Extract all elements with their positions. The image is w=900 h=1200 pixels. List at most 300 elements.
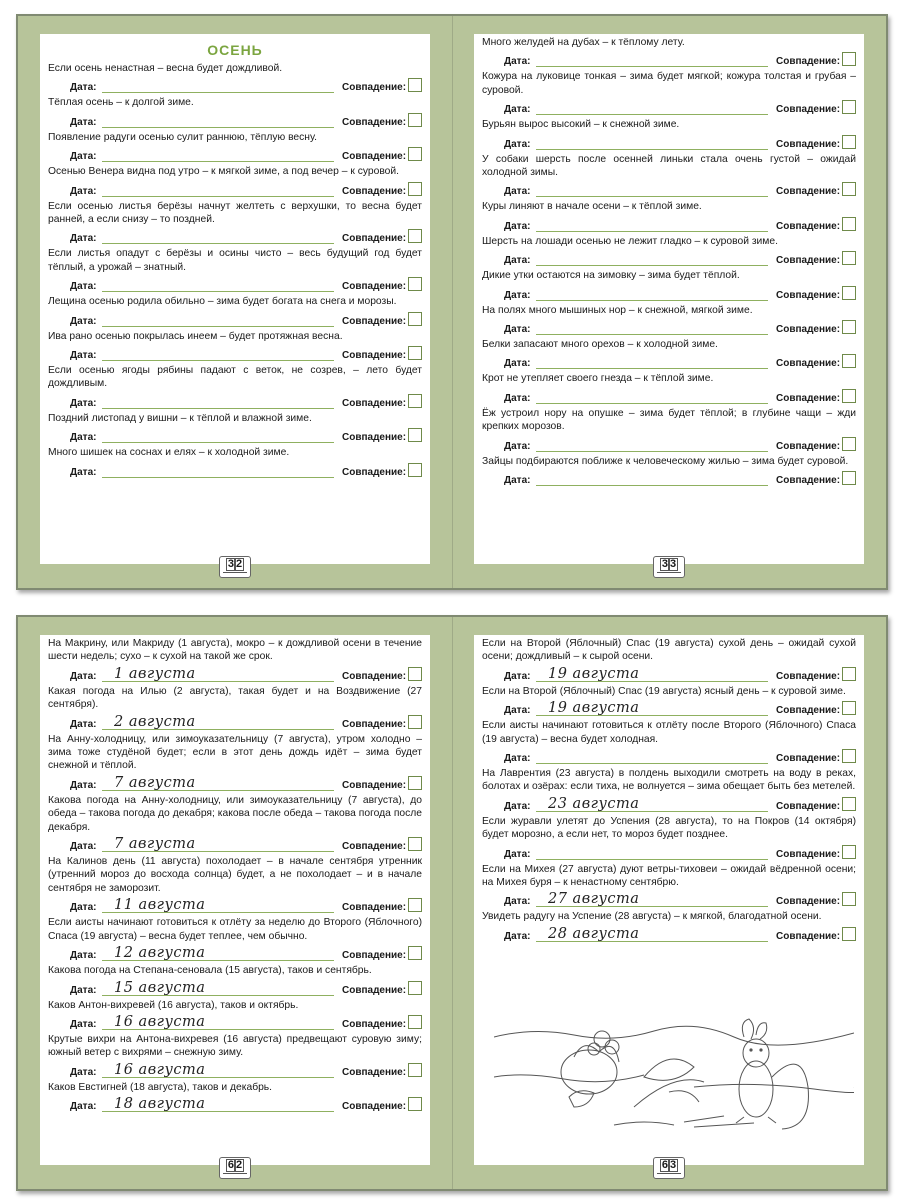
date-field[interactable] bbox=[536, 318, 768, 335]
record-row bbox=[482, 351, 856, 369]
sign-text: Если листья опадут с берёзы и осины чисто – весь будущий год будет тёплый, а урожай – знатный. bbox=[48, 248, 422, 273]
match-label: Совпадение: bbox=[776, 392, 841, 404]
match-checkbox[interactable] bbox=[842, 286, 856, 300]
sign-text: На полях много мышиных нор – к снежной, мягкой зиме. bbox=[482, 304, 753, 316]
sign-text: Кожура на луковице тонкая – зима будет мягкой; кожура толстая и грубая – суровой. bbox=[482, 71, 856, 96]
record-row bbox=[48, 110, 422, 128]
record-row bbox=[482, 214, 856, 232]
date-label: Дата: bbox=[70, 185, 97, 197]
date-label: Дата: bbox=[504, 896, 531, 908]
date-field[interactable] bbox=[536, 98, 768, 115]
date-field[interactable] bbox=[102, 344, 334, 361]
date-label: Дата: bbox=[70, 670, 97, 682]
record-row bbox=[48, 978, 422, 996]
date-label: Дата: bbox=[504, 255, 531, 267]
date-field[interactable] bbox=[536, 843, 768, 860]
match-label: Совпадение: bbox=[776, 104, 841, 116]
page-number bbox=[653, 1157, 685, 1179]
match-checkbox[interactable] bbox=[842, 892, 856, 906]
date-label: Дата: bbox=[70, 350, 97, 362]
sign-entry bbox=[48, 637, 422, 682]
handwritten-date: 12 августа bbox=[114, 945, 206, 962]
sign-text: Шерсть на лошади осенью не лежит гладко – к суровой зиме. bbox=[482, 235, 778, 247]
date-field[interactable] bbox=[102, 979, 334, 996]
sign-text: Какова погода на Анну-холодницу, или зимоуказательницу (7 августа), до обеда – такова погода до декабря; какова после обеда – такова погода после декабря. bbox=[48, 794, 422, 833]
handwritten-date: 23 августа bbox=[548, 795, 640, 812]
match-checkbox[interactable] bbox=[842, 667, 856, 681]
page-number-digit: 3 bbox=[670, 1159, 677, 1171]
date-field[interactable] bbox=[536, 180, 768, 197]
date-field[interactable] bbox=[536, 469, 768, 486]
match-checkbox[interactable] bbox=[408, 667, 422, 681]
sign-entry bbox=[48, 200, 422, 245]
sign-text: На Лаврентия (23 августа) в полдень выходили смотреть на воду в реках, болотах и озёрах: если тиха, не волнуется – зима обещает быть без метелей. bbox=[482, 768, 856, 793]
match-checkbox[interactable] bbox=[408, 428, 422, 442]
sign-entry bbox=[482, 153, 856, 198]
match-label: Совпадение: bbox=[342, 718, 407, 730]
date-field[interactable] bbox=[536, 890, 768, 907]
sign-entry bbox=[482, 36, 856, 67]
date-field[interactable] bbox=[102, 145, 334, 162]
sign-entry bbox=[48, 330, 422, 361]
record-row bbox=[482, 49, 856, 67]
sign-entry bbox=[48, 364, 422, 409]
match-checkbox[interactable] bbox=[842, 749, 856, 763]
gutter-line bbox=[452, 617, 453, 1189]
date-label: Дата: bbox=[70, 1018, 97, 1030]
match-label: Совпадение: bbox=[342, 281, 407, 293]
date-label: Дата: bbox=[70, 315, 97, 327]
match-checkbox[interactable] bbox=[842, 217, 856, 231]
match-checkbox[interactable] bbox=[842, 354, 856, 368]
sign-entry bbox=[482, 70, 856, 115]
match-checkbox[interactable] bbox=[408, 1097, 422, 1111]
page-content bbox=[48, 36, 422, 481]
sign-entry bbox=[482, 407, 856, 452]
match-label: Совпадение: bbox=[342, 1066, 407, 1078]
match-label: Совпадение: bbox=[342, 185, 407, 197]
match-checkbox[interactable] bbox=[408, 837, 422, 851]
sign-text: Ёж устроил нору на опушке – зима будет тёплой; в глубине чащи – жди крепких морозов. bbox=[482, 407, 856, 433]
match-checkbox[interactable] bbox=[842, 100, 856, 114]
date-field[interactable] bbox=[536, 747, 768, 764]
match-label: Совпадение: bbox=[776, 220, 841, 232]
date-field[interactable] bbox=[536, 795, 768, 812]
match-checkbox[interactable] bbox=[842, 797, 856, 811]
match-checkbox[interactable] bbox=[408, 946, 422, 960]
date-label: Дата: bbox=[70, 116, 97, 128]
match-label: Совпадение: bbox=[776, 358, 841, 370]
match-checkbox[interactable] bbox=[408, 1015, 422, 1029]
date-label: Дата: bbox=[70, 1066, 97, 1078]
sign-entry bbox=[48, 855, 422, 913]
record-row bbox=[48, 773, 422, 791]
sign-entry bbox=[48, 295, 422, 326]
match-label: Совпадение: bbox=[776, 440, 841, 452]
record-row bbox=[48, 226, 422, 244]
sign-text: Если на Второй (Яблочный) Спас (19 августа) сухой день – ожидай сухой осени; дождливый – к сырой осени. bbox=[482, 638, 856, 663]
match-checkbox[interactable] bbox=[842, 845, 856, 859]
match-label: Совпадение: bbox=[342, 841, 407, 853]
handwritten-date: 2 августа bbox=[114, 713, 196, 730]
date-label: Дата: bbox=[504, 800, 531, 812]
date-label: Дата: bbox=[70, 432, 97, 444]
handwritten-date: 15 августа bbox=[114, 979, 206, 996]
match-label: Совпадение: bbox=[776, 848, 841, 860]
match-label: Совпадение: bbox=[342, 315, 407, 327]
match-checkbox[interactable] bbox=[842, 471, 856, 485]
record-row bbox=[48, 343, 422, 361]
match-label: Совпадение: bbox=[342, 1018, 407, 1030]
sign-entry bbox=[48, 62, 422, 93]
match-checkbox[interactable] bbox=[408, 981, 422, 995]
date-field[interactable] bbox=[536, 215, 768, 232]
match-label: Совпадение: bbox=[342, 1101, 407, 1113]
date-label: Дата: bbox=[504, 392, 531, 404]
match-checkbox[interactable] bbox=[408, 277, 422, 291]
match-checkbox[interactable] bbox=[842, 437, 856, 451]
match-label: Совпадение: bbox=[776, 930, 841, 942]
handwritten-date: 19 августа bbox=[548, 665, 640, 682]
sign-entry bbox=[48, 1033, 422, 1078]
date-field[interactable] bbox=[102, 76, 334, 93]
match-label: Совпадение: bbox=[342, 984, 407, 996]
date-label: Дата: bbox=[70, 233, 97, 245]
date-label: Дата: bbox=[70, 779, 97, 791]
record-row bbox=[482, 794, 856, 812]
date-label: Дата: bbox=[70, 1101, 97, 1113]
spread-pages-32-33 bbox=[16, 14, 888, 590]
match-label: Совпадение: bbox=[776, 800, 841, 812]
match-label: Совпадение: bbox=[342, 233, 407, 245]
date-label: Дата: bbox=[70, 718, 97, 730]
record-row bbox=[48, 391, 422, 409]
sign-text: Много желудей на дубах – к тёплому лету. bbox=[482, 37, 685, 48]
date-field[interactable] bbox=[536, 387, 768, 404]
sign-entry bbox=[48, 733, 422, 791]
record-row bbox=[482, 698, 856, 716]
date-label: Дата: bbox=[70, 902, 97, 914]
date-field[interactable] bbox=[102, 1061, 334, 1078]
date-field[interactable] bbox=[102, 665, 334, 682]
date-label: Дата: bbox=[504, 56, 531, 68]
record-row bbox=[48, 309, 422, 327]
sign-entry bbox=[48, 916, 422, 961]
match-checkbox[interactable] bbox=[408, 229, 422, 243]
record-row bbox=[48, 425, 422, 443]
match-checkbox[interactable] bbox=[408, 346, 422, 360]
sign-entry bbox=[482, 767, 856, 812]
date-field[interactable] bbox=[102, 310, 334, 327]
date-label: Дата: bbox=[504, 848, 531, 860]
sign-text: Если осенью ягоды рябины падают с веток, не созрев, – лето будет дождливым. bbox=[48, 365, 422, 390]
match-label: Совпадение: bbox=[342, 397, 407, 409]
date-field[interactable] bbox=[102, 180, 334, 197]
date-field[interactable] bbox=[102, 944, 334, 961]
sign-entry bbox=[48, 794, 422, 852]
sign-text: Каков Евстигней (18 августа), таков и декабрь. bbox=[48, 1081, 273, 1093]
date-field[interactable] bbox=[102, 1095, 334, 1112]
sign-entry bbox=[48, 999, 422, 1030]
date-field[interactable] bbox=[536, 50, 768, 67]
page-number-digit: 2 bbox=[236, 1159, 243, 1171]
match-label: Совпадение: bbox=[342, 670, 407, 682]
record-row bbox=[482, 842, 856, 860]
date-label: Дата: bbox=[70, 841, 97, 853]
page-number-digit: 3 bbox=[661, 558, 668, 570]
date-label: Дата: bbox=[504, 186, 531, 198]
date-field[interactable] bbox=[536, 435, 768, 452]
match-label: Совпадение: bbox=[776, 753, 841, 765]
record-row bbox=[48, 1012, 422, 1030]
match-label: Совпадение: bbox=[776, 896, 841, 908]
sign-entry bbox=[482, 200, 856, 231]
sign-text: Поздний листопад у вишни – к тёплой и влажной зиме. bbox=[48, 412, 312, 424]
date-field[interactable] bbox=[536, 352, 768, 369]
match-label: Совпадение: bbox=[776, 138, 841, 150]
date-label: Дата: bbox=[70, 151, 97, 163]
record-row bbox=[48, 895, 422, 913]
sign-text: Много шишек на соснах и елях – к холодной зиме. bbox=[48, 447, 290, 459]
date-label: Дата: bbox=[504, 705, 531, 717]
sign-text: Ива рано осенью покрылась инеем – будет протяжная весна. bbox=[48, 330, 343, 342]
match-checkbox[interactable] bbox=[408, 898, 422, 912]
match-checkbox[interactable] bbox=[408, 1063, 422, 1077]
match-label: Совпадение: bbox=[342, 466, 407, 478]
sign-entry bbox=[482, 118, 856, 149]
sign-text: Каков Антон-вихревей (16 августа), таков и октябрь. bbox=[48, 999, 299, 1011]
match-checkbox[interactable] bbox=[842, 927, 856, 941]
handwritten-date: 18 августа bbox=[114, 1096, 206, 1113]
match-checkbox[interactable] bbox=[408, 463, 422, 477]
sign-entry bbox=[48, 1081, 422, 1112]
page-content bbox=[48, 637, 422, 1115]
handwritten-date: 11 августа bbox=[114, 897, 206, 914]
sign-entry bbox=[48, 964, 422, 995]
record-row bbox=[482, 889, 856, 907]
match-label: Совпадение: bbox=[776, 289, 841, 301]
record-row bbox=[482, 924, 856, 942]
sign-text: Какова погода на Степана-сеновала (15 августа), таков и сентябрь. bbox=[48, 965, 372, 977]
record-row bbox=[482, 434, 856, 452]
record-row bbox=[48, 144, 422, 162]
match-label: Совпадение: bbox=[776, 324, 841, 336]
match-checkbox[interactable] bbox=[842, 52, 856, 66]
record-row bbox=[482, 283, 856, 301]
match-label: Совпадение: bbox=[776, 255, 841, 267]
sign-text: У собаки шерсть после осенней линьки стала очень густой – ожидай холодной зимы. bbox=[482, 153, 856, 179]
date-label: Дата: bbox=[504, 670, 531, 682]
sign-text: Если аисты начинают готовиться к отлёту за неделю до Второго (Яблочного) Спаса (19 августа) – весна будет теплее, чем обычно. bbox=[48, 917, 422, 942]
sign-text: Куры линяют в начале осени – к тёплой зиме. bbox=[482, 201, 702, 213]
match-checkbox[interactable] bbox=[408, 147, 422, 161]
date-field[interactable] bbox=[536, 665, 768, 682]
record-row bbox=[48, 460, 422, 478]
record-row bbox=[482, 317, 856, 335]
date-field[interactable] bbox=[102, 774, 334, 791]
sign-entry bbox=[482, 719, 856, 764]
match-checkbox[interactable] bbox=[842, 182, 856, 196]
date-field[interactable] bbox=[536, 699, 768, 716]
date-label: Дата: bbox=[70, 397, 97, 409]
date-field[interactable] bbox=[536, 249, 768, 266]
match-label: Совпадение: bbox=[342, 350, 407, 362]
page-number-digit: 6 bbox=[227, 1159, 234, 1171]
forest-animals-illustration bbox=[494, 1017, 854, 1135]
match-checkbox[interactable] bbox=[408, 182, 422, 196]
sign-text: Тёплая осень – к долгой зиме. bbox=[48, 97, 194, 109]
record-row bbox=[48, 1060, 422, 1078]
page-number bbox=[653, 556, 685, 578]
match-checkbox[interactable] bbox=[842, 251, 856, 265]
date-field[interactable] bbox=[102, 1013, 334, 1030]
page-title: ОСЕНЬ bbox=[207, 42, 263, 58]
match-label: Совпадение: bbox=[342, 902, 407, 914]
sign-text: Увидеть радугу на Успение (28 августа) – к мягкой, благодатной осени. bbox=[482, 911, 822, 923]
sign-entry bbox=[482, 372, 856, 403]
record-row bbox=[482, 386, 856, 404]
sign-text: Белки запасают много орехов – к холодной зиме. bbox=[482, 339, 718, 351]
sign-text: Если осенью листья берёзы начнут желтеть с верхушки, то весна будет ранней, а если снизу – то поздней. bbox=[48, 200, 422, 226]
sign-text: Крот не утепляет своего гнезда – к тёплой зиме. bbox=[482, 373, 714, 385]
handwritten-date: 16 августа bbox=[114, 1061, 206, 1078]
record-row bbox=[48, 75, 422, 93]
sign-text: На Анну-холодницу, или зимоуказательницу (7 августа), утром холодно – зима тоже студёной будет; если в этот день дождь идёт – зима будет снежной и тёплой. bbox=[48, 733, 422, 772]
sign-entry bbox=[48, 412, 422, 443]
date-label: Дата: bbox=[504, 358, 531, 370]
date-field[interactable] bbox=[536, 133, 768, 150]
date-label: Дата: bbox=[70, 984, 97, 996]
match-checkbox[interactable] bbox=[408, 78, 422, 92]
handwritten-date: 16 августа bbox=[114, 1013, 206, 1030]
sign-text: Зайцы подбираются поближе к человеческому жилью – зима будет суровой. bbox=[482, 455, 849, 467]
sign-text: Если на Второй (Яблочный) Спас (19 августа) ясный день – к суровой зиме. bbox=[482, 685, 846, 697]
date-label: Дата: bbox=[70, 950, 97, 962]
date-label: Дата: bbox=[504, 753, 531, 765]
sign-entry bbox=[48, 131, 422, 162]
record-row bbox=[482, 97, 856, 115]
date-field[interactable] bbox=[102, 461, 334, 478]
match-checkbox[interactable] bbox=[842, 389, 856, 403]
match-checkbox[interactable] bbox=[842, 135, 856, 149]
sign-text: Бурьян вырос высокий – к снежной зиме. bbox=[482, 119, 680, 131]
page-content bbox=[482, 36, 856, 489]
match-checkbox[interactable] bbox=[408, 113, 422, 127]
record-row bbox=[48, 664, 422, 682]
record-row bbox=[482, 664, 856, 682]
date-field[interactable] bbox=[102, 426, 334, 443]
date-label: Дата: bbox=[504, 475, 531, 487]
page-33 bbox=[474, 34, 864, 570]
match-label: Совпадение: bbox=[776, 186, 841, 198]
record-row bbox=[48, 274, 422, 292]
sign-entry bbox=[482, 685, 856, 716]
sign-entry bbox=[48, 165, 422, 196]
handwritten-date: 1 августа bbox=[114, 665, 196, 682]
match-checkbox[interactable] bbox=[842, 701, 856, 715]
sign-text: Если на Михея (27 августа) дуют ветры-тиховеи – ожидай вёдренной осени; на Михея буря – к ненастному сентябрю. bbox=[482, 863, 856, 889]
match-checkbox[interactable] bbox=[842, 320, 856, 334]
sign-text: Появление радуги осенью сулит раннюю, тёплую весну. bbox=[48, 131, 317, 143]
match-label: Совпадение: bbox=[776, 670, 841, 682]
page-content bbox=[482, 637, 856, 945]
match-label: Совпадение: bbox=[342, 432, 407, 444]
record-row bbox=[482, 132, 856, 150]
sign-entry bbox=[48, 96, 422, 127]
date-label: Дата: bbox=[504, 138, 531, 150]
sign-text: Какая погода на Илью (2 августа), такая будет и на Воздвижение (27 сентября). bbox=[48, 685, 422, 711]
match-label: Совпадение: bbox=[776, 705, 841, 717]
match-label: Совпадение: bbox=[776, 56, 841, 68]
record-row bbox=[482, 248, 856, 266]
date-field[interactable] bbox=[102, 713, 334, 730]
sign-text: Осенью Венера видна под утро – к мягкой зиме, а под вечер – к суровой. bbox=[48, 166, 400, 178]
record-row bbox=[48, 179, 422, 197]
date-field[interactable] bbox=[536, 284, 768, 301]
date-field[interactable] bbox=[536, 925, 768, 942]
handwritten-date: 7 августа bbox=[114, 836, 196, 853]
page-number-digit: 2 bbox=[236, 558, 243, 570]
date-field[interactable] bbox=[102, 111, 334, 128]
match-checkbox[interactable] bbox=[408, 715, 422, 729]
page-number-digit: 3 bbox=[227, 558, 234, 570]
date-label: Дата: bbox=[70, 281, 97, 293]
date-label: Дата: bbox=[70, 82, 97, 94]
record-row bbox=[482, 179, 856, 197]
sign-entry bbox=[48, 247, 422, 292]
date-field[interactable] bbox=[102, 835, 334, 852]
sign-entry bbox=[482, 815, 856, 860]
sign-entry bbox=[482, 455, 856, 486]
page-number-digit: 6 bbox=[661, 1159, 668, 1171]
sign-text: На Макрину, или Макриду (1 августа), мокро – к дождливой осени в течение шести недель; сухо – к сухой на такой же срок. bbox=[48, 638, 422, 663]
match-label: Совпадение: bbox=[342, 950, 407, 962]
record-row bbox=[48, 712, 422, 730]
match-checkbox[interactable] bbox=[408, 394, 422, 408]
date-field[interactable] bbox=[102, 275, 334, 292]
page-number bbox=[219, 556, 251, 578]
sign-entry bbox=[48, 446, 422, 477]
date-field[interactable] bbox=[102, 896, 334, 913]
record-row bbox=[482, 746, 856, 764]
sign-text: Если осень ненастная – весна будет дождливой. bbox=[48, 63, 283, 74]
record-row bbox=[482, 468, 856, 486]
sign-entry bbox=[482, 304, 856, 335]
spread-pages-62-63 bbox=[16, 615, 888, 1191]
match-checkbox[interactable] bbox=[408, 776, 422, 790]
page-62 bbox=[40, 635, 430, 1171]
record-row bbox=[48, 943, 422, 961]
date-field[interactable] bbox=[102, 392, 334, 409]
page-number bbox=[219, 1157, 251, 1179]
date-label: Дата: bbox=[70, 466, 97, 478]
match-label: Совпадение: bbox=[342, 151, 407, 163]
sign-entry bbox=[48, 685, 422, 730]
match-label: Совпадение: bbox=[342, 82, 407, 94]
date-label: Дата: bbox=[504, 220, 531, 232]
date-field[interactable] bbox=[102, 227, 334, 244]
sign-text: Если журавли улетят до Успения (28 августа), то на Покров (14 октября) будет морозно, а если нет, то мороз будет позднее. bbox=[482, 815, 856, 841]
sign-entry bbox=[482, 910, 856, 941]
match-checkbox[interactable] bbox=[408, 312, 422, 326]
date-label: Дата: bbox=[504, 289, 531, 301]
page-number-digit: 3 bbox=[670, 558, 677, 570]
match-label: Совпадение: bbox=[342, 779, 407, 791]
handwritten-date: 27 августа bbox=[548, 891, 640, 908]
sign-entry bbox=[482, 637, 856, 682]
sign-entry bbox=[482, 269, 856, 300]
date-label: Дата: bbox=[504, 440, 531, 452]
